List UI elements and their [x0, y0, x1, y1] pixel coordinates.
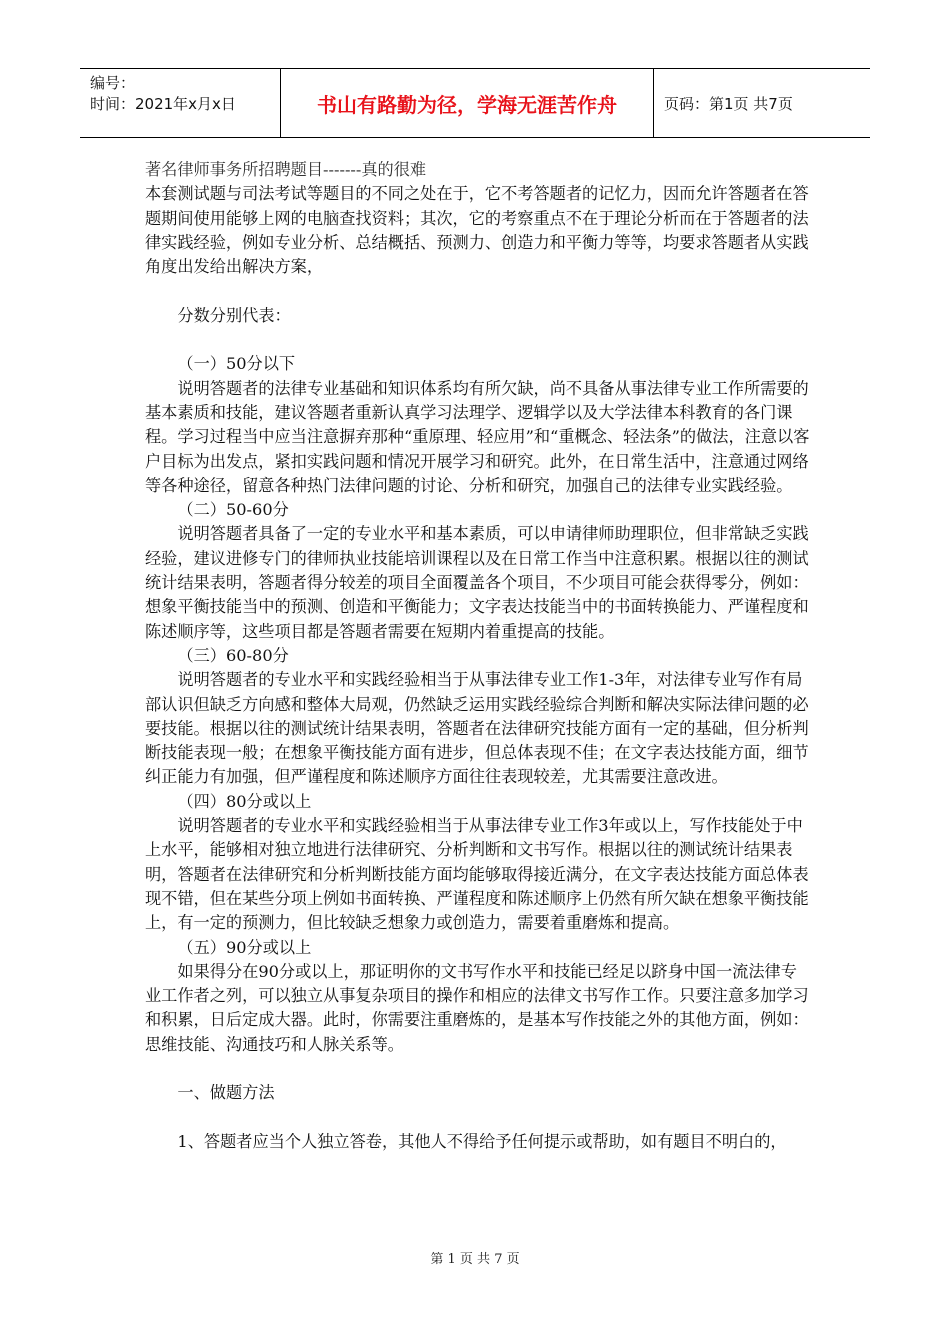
header-meta: [80, 69, 281, 137]
section-body-4: 说明答题者的专业水平和实践经验相当于从事法律专业工作3年或以上，写作技能处于中上水平，能够相对独立地进行法律研究、分析判断和文书写作。根据以往的测试统计结果表明，答题者在法律研究和分析判断技能方面均能够取得接近满分，在文字表达技能方面总体表现不错，但在某些分项上例如书面转换、严谨程度和陈述顺序上仍然有所欠缺在想象平衡技能上，有一定的预测力，但比较缺乏想象力或创造力，需要着重磨炼和提高。: [145, 816, 809, 933]
section-heading-3: （三）60-80分: [177, 645, 289, 665]
document-body: [145, 158, 813, 1154]
page-header: [80, 68, 870, 138]
doc-title: 著名律师事务所招聘题目-------真的很难: [145, 160, 427, 179]
section-heading-1: （一）50分以下: [177, 354, 296, 374]
section-heading-5: （五）90分或以上: [177, 937, 312, 957]
section-body-3: 说明答题者的专业水平和实践经验相当于从事法律专业工作1-3年，对法律专业写作有局部认识但缺乏方向感和整体大局观，仍然缺乏运用实践经验综合判断和解决实际法律问题的必要技能。根据以往的测试统计结果表明，答题者在法律研究技能方面有一定的基础，但分析判断技能表现一般；在想象平衡技能方面有进步，但总体表现不佳；在文字表达技能方面，细节纠正能力有加强，但严谨程度和陈述顺序方面往往表现较差，尤其需要注意改进。: [145, 670, 809, 787]
doc-date-label: 时间：2021年x月x日: [90, 95, 236, 113]
section-body-5: 如果得分在90分或以上，那证明你的文书写作水平和技能已经足以跻身中国一流法律专业工作者之列，可以独立从事复杂项目的操作和相应的法律文书写作工作。只要注意多加学习和积累，日后定成大器。此时，你需要注重磨炼的，是基本写作技能之外的其他方面，例如：思维技能、沟通技巧和人脉关系等。: [145, 961, 809, 1054]
section-heading-2: （二）50-60分: [177, 500, 289, 520]
header-motto: 书山有路勤为径，学海无涯苦作舟: [281, 69, 654, 137]
doc-number-label: 编号：: [90, 74, 136, 92]
section-body-1: 说明答题者的法律专业基础和知识体系均有所欠缺，尚不具备从事法律专业工作所需要的基本素质和技能，建议答题者重新认真学习法理学、逻辑学以及大学法律本科教育的各门课程。学习过程当中应当注意摒弃那种“重原理、轻应用”和“重概念、轻法条”的做法，注意以客户目标为出发点，紧扣实践问题和情况开展学习和研究。此外，在日常生活中，注意通过网络等各种途径，留意各种热门法律问题的讨论、分析和研究，加强自己的法律专业实践经验。: [145, 378, 810, 495]
intro-paragraph: 本套测试题与司法考试等题目的不同之处在于，它不考答题者的记忆力，因而允许答题者在答题期间使用能够上网的电脑查找资料；其次，它的考察重点不在于理论分析而在于答题者的法律实践经验，例如专业分析、总结概括、预测力、创造力和平衡力等等，均要求答题者从实践角度出发给出解决方案，: [145, 184, 809, 277]
header-page-label: 页码：第1页 共7页: [664, 94, 793, 113]
method-heading: 一、做题方法: [177, 1083, 275, 1103]
section-body-2: 说明答题者具备了一定的专业水平和基本素质，可以申请律师助理职位，但非常缺乏实践经验，建议进修专门的律师执业技能培训课程以及在日常工作当中注意积累。根据以往的测试统计结果表明，答题者得分较差的项目全面覆盖各个项目，不少项目可能会获得零分，例如：想象平衡技能当中的预测、创造和平衡能力；文字表达技能当中的书面转换能力、严谨程度和陈述顺序等，这些项目都是答题者需要在短期内着重提高的技能。: [145, 524, 809, 641]
page-footer: 第 1 页 共 7 页: [430, 1252, 520, 1267]
method-item-1: 1、答题者应当个人独立答卷，其他人不得给予任何提示或帮助，如有题目不明白的，: [177, 1131, 787, 1151]
section-heading-4: （四）80分或以上: [177, 791, 312, 811]
score-heading: 分数分别代表：: [177, 305, 291, 325]
